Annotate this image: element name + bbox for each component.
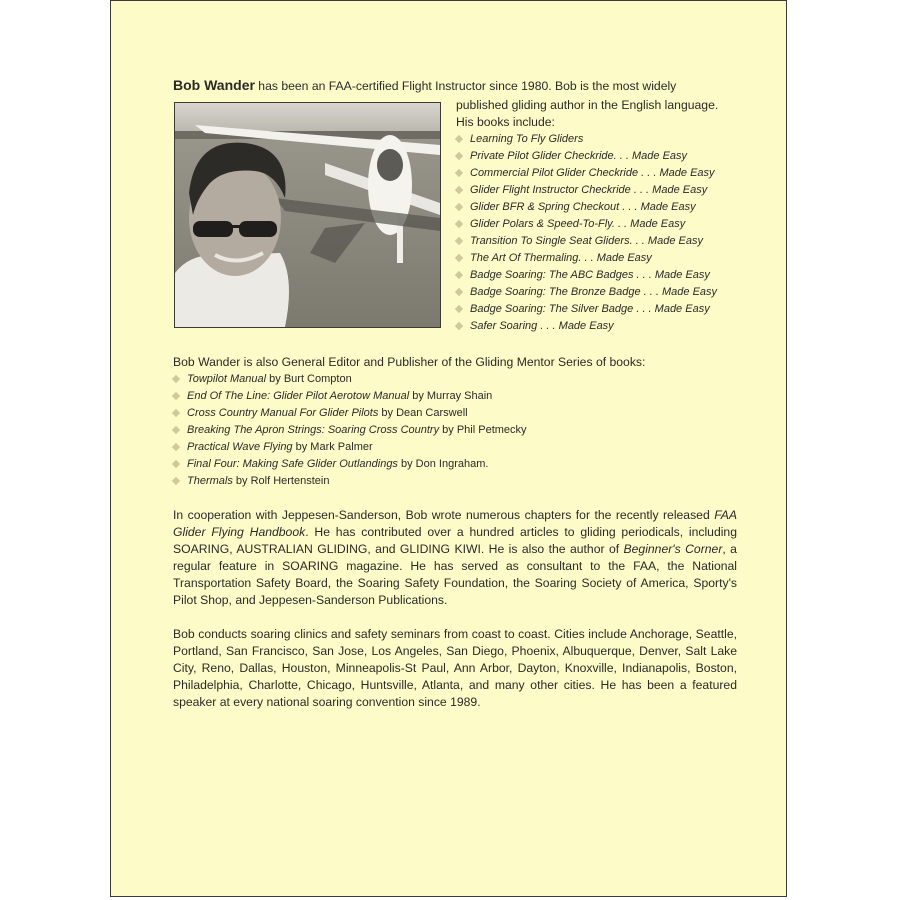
- series-book-title: Thermals: [187, 475, 233, 487]
- series-list: [171, 371, 527, 490]
- series-book-title: Breaking The Apron Strings: Soaring Cross Country: [187, 424, 440, 436]
- book-item: Learning To Fly Gliders: [454, 131, 717, 148]
- intro-line-2: published gliding author in the English language.: [456, 98, 719, 112]
- diamond-bullet-icon: [172, 477, 180, 485]
- series-item: [171, 388, 527, 405]
- intro-first-line: [173, 77, 676, 95]
- series-item: [171, 405, 527, 422]
- diamond-bullet-icon: [455, 203, 463, 211]
- author-name: Bob Wander: [173, 77, 255, 93]
- diamond-bullet-icon: [455, 271, 463, 279]
- series-item: [171, 473, 527, 490]
- series-book-author: by Rolf Hertenstein: [232, 475, 330, 487]
- series-book-author: by Don Ingraham.: [397, 458, 489, 470]
- book-item: Badge Soaring: The Silver Badge . . . Made Easy: [454, 301, 717, 318]
- diamond-bullet-icon: [455, 254, 463, 262]
- book-item: Safer Soaring . . . Made Easy: [454, 318, 717, 335]
- intro-line-1: has been an FAA-certified Flight Instructor since 1980. Bob is the most widely: [254, 79, 677, 93]
- diamond-bullet-icon: [455, 135, 463, 143]
- book-item: Commercial Pilot Glider Checkride . . . Made Easy: [454, 165, 717, 182]
- diamond-bullet-icon: [455, 186, 463, 194]
- series-item: [171, 456, 527, 473]
- series-item: [171, 371, 527, 388]
- book-item: Badge Soaring: The Bronze Badge . . . Made Easy: [454, 284, 717, 301]
- diamond-bullet-icon: [455, 169, 463, 177]
- diamond-bullet-icon: [172, 443, 180, 451]
- series-intro: Bob Wander is also General Editor and Publisher of the Gliding Mentor Series of books:: [173, 355, 646, 369]
- series-book-author: by Phil Petmecky: [439, 424, 527, 436]
- series-book-author: by Dean Carswell: [378, 407, 468, 419]
- consulting-paragraph: In cooperation with Jeppesen-Sanderson, Bob wrote numerous chapters for the recently released FAA Glider Flying Handbook. He has contributed over a hundred articles to gliding periodicals, including SOARING, AUSTRALIAN GLIDING, and GLIDING KIWI. He is also the author of Beginner's Corner, a regular feature in SOARING magazine. He has served as consultant to the FAA, the National Transportation Safety Board, the Soaring Safety Foundation, the Soaring Society of America, Sporty's Pilot Shop, and Jeppesen-Sanderson Publications.: [173, 508, 737, 607]
- series-book-author: by Mark Palmer: [292, 441, 373, 453]
- diamond-bullet-icon: [455, 152, 463, 160]
- series-book-author: by Burt Compton: [266, 373, 352, 385]
- diamond-bullet-icon: [455, 288, 463, 296]
- column-title: Beginner's Corner: [623, 542, 723, 556]
- book-item: Glider BFR & Spring Checkout . . . Made Easy: [454, 199, 717, 216]
- book-item: The Art Of Thermaling. . . Made Easy: [454, 250, 717, 267]
- series-book-author: by Murray Shain: [409, 390, 493, 402]
- series-book-title: Practical Wave Flying: [187, 441, 293, 453]
- book-item: Transition To Single Seat Gliders. . . Made Easy: [454, 233, 717, 250]
- diamond-bullet-icon: [172, 375, 180, 383]
- diamond-bullet-icon: [455, 237, 463, 245]
- book-item: Private Pilot Glider Checkride. . . Made Easy: [454, 148, 717, 165]
- handbook-title: FAA Glider Flying Handbook: [173, 508, 737, 539]
- series-book-title: Cross Country Manual For Glider Pilots: [187, 407, 379, 419]
- book-item: Glider Polars & Speed-To-Fly. . . Made Easy: [454, 216, 717, 233]
- book-page: [110, 0, 787, 897]
- intro-continuation: [456, 97, 718, 131]
- clinics-paragraph: Bob conducts soaring clinics and safety seminars from coast to coast. Cities include Anchorage, Seattle, Portland, San Francisco, San Jose, Los Angeles, San Diego, Phoenix, Albuquerque, Denver, Salt Lake City, Reno, Dallas, Houston, Minneapolis-St Paul, Ann Arbor, Dayton, Knoxville, Indianapolis, Boston, Philadelphia, Charlotte, Chicago, Huntsville, Atlanta, and many other cities. He has been a featured speaker at every national soaring convention since 1989.: [173, 627, 737, 709]
- diamond-bullet-icon: [172, 409, 180, 417]
- author-with-glider-photo-icon: [175, 103, 440, 327]
- book-item: Glider Flight Instructor Checkride . . . Made Easy: [454, 182, 717, 199]
- author-photo: [174, 102, 441, 328]
- diamond-bullet-icon: [172, 460, 180, 468]
- books-list: [454, 131, 717, 335]
- series-item: [171, 439, 527, 456]
- book-item: Badge Soaring: The ABC Badges . . . Made Easy: [454, 267, 717, 284]
- series-book-title: Towpilot Manual: [187, 373, 267, 385]
- diamond-bullet-icon: [455, 305, 463, 313]
- diamond-bullet-icon: [455, 322, 463, 330]
- series-item: [171, 422, 527, 439]
- series-book-title: End Of The Line: Glider Pilot Aerotow Manual: [187, 390, 410, 402]
- intro-line-3: His books include:: [456, 115, 555, 129]
- diamond-bullet-icon: [172, 426, 180, 434]
- series-book-title: Final Four: Making Safe Glider Outlandings: [187, 458, 398, 470]
- diamond-bullet-icon: [172, 392, 180, 400]
- diamond-bullet-icon: [455, 220, 463, 228]
